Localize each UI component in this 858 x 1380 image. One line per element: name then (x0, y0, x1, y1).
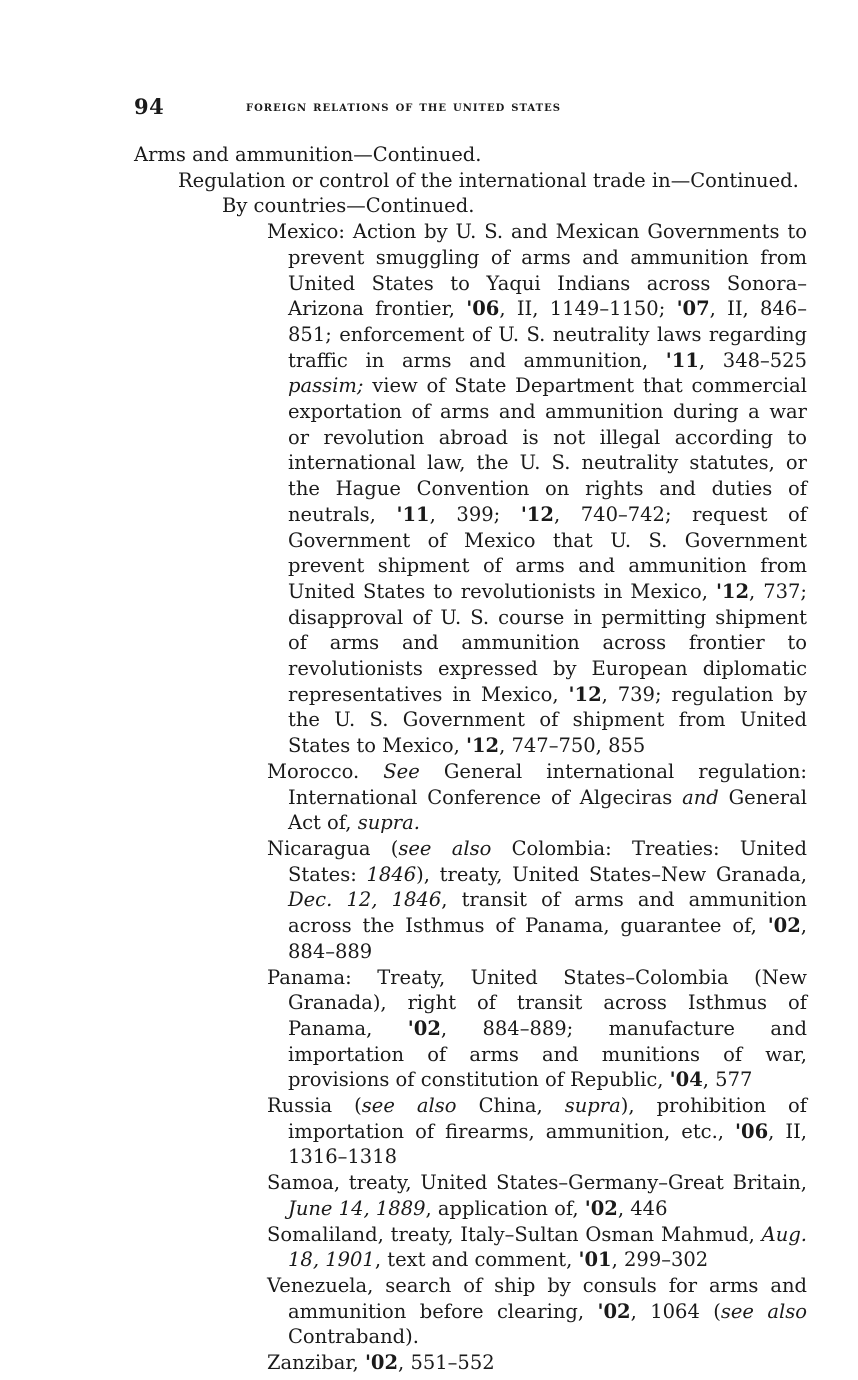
entry-text: '02 (767, 914, 801, 938)
entry-text (267, 837, 807, 963)
entry-text: '07 (676, 297, 710, 321)
entry-text: 1846 (366, 862, 417, 886)
entry-mexico (267, 219, 807, 759)
entry-text: , 739; regulation by the U. S. Government of shipment from United States to Mexico, (288, 682, 807, 758)
index-body (134, 142, 810, 1376)
entry-morocco (267, 759, 807, 836)
entry-text: supra (564, 1094, 621, 1118)
entry-text: , II, 1316–1318 (288, 1119, 807, 1169)
entry-text: Mexico: Action by U. S. and Mexican Governments to prevent smuggling of arms and ammunition from United States to Yaqui Indians across Sonora–Arizona frontier, (267, 220, 807, 321)
entry-panama (267, 965, 807, 1094)
entry-text: , 884–889 (288, 914, 807, 963)
entry-text: '12 (568, 682, 602, 706)
entry-text (267, 220, 807, 757)
entry-text: see also (398, 836, 492, 860)
entry-text: supra. (357, 811, 420, 835)
entry-text: '06 (735, 1119, 769, 1143)
entry-text: '02 (597, 1299, 631, 1323)
entry-text: , 1064 ( (630, 1299, 721, 1323)
entry-text: , application of, (425, 1196, 585, 1220)
entry-text: '12 (465, 734, 500, 758)
entry-text: , 740–742; request of Government of Mexico that U. S. Government prevent shipment of arms and ammunition from United States to revolutionists in Mexico, (288, 502, 807, 603)
entry-text (267, 1171, 807, 1220)
entry-text: Nicaragua ( (267, 836, 399, 860)
entry-text: , transit of arms and ammunition across the Isthmus of Panama, guarantee of, (288, 888, 807, 938)
entry-text: , II, 846–851; enforcement of U. S. neutrality laws regarding traffic in arms and ammunition, (288, 297, 807, 372)
entry-text: '12 (520, 502, 554, 526)
entry-samoa (267, 1170, 807, 1221)
entry-text: , 577 (702, 1068, 753, 1092)
running-head (134, 94, 814, 122)
entry-text: , 747–750, 855 (499, 734, 646, 758)
entry-text (267, 760, 807, 834)
entry-somaliland (267, 1222, 807, 1273)
entry-text: Contraband). (288, 1325, 419, 1349)
running-title: foreign relations of the united states (246, 98, 561, 115)
entry-text: '02 (584, 1196, 618, 1220)
entry-text: '11 (665, 348, 699, 372)
entry-nicaragua (267, 836, 807, 965)
entry-text (267, 1094, 807, 1168)
entry-text: view of State Department that commercial exportation of arms and ammunition during a war or revolution abroad is not illegal according to international law, the U. S. neutrality statutes, or the Hague Convention on rights and duties of neutrals, (288, 374, 807, 526)
entry-text (267, 1223, 807, 1272)
heading-level-2: Regulation or control of the international trade in—Continued. (178, 168, 799, 192)
entry-text: China, (456, 1094, 565, 1118)
entry-text: '06 (466, 297, 500, 321)
entry-text: see also (361, 1094, 457, 1118)
entry-zanzibar (267, 1350, 807, 1376)
entry-text: '02 (364, 1351, 399, 1375)
entry-russia (267, 1093, 807, 1170)
heading-level-1: Arms and ammunition—Continued. (134, 143, 482, 166)
entry-text: General international regulation: International Conference of Algeciras (288, 759, 808, 809)
entry-text: General Act of, (288, 785, 807, 835)
entry-text: , text and comment, (374, 1248, 579, 1272)
entry-text: Dec. 12, 1846 (288, 888, 442, 912)
entry-text: '11 (396, 502, 430, 526)
entry-text: Zanzibar, (267, 1351, 365, 1375)
entry-text: , 884–889; manufacture and importation of arms and munitions of war, provisions of constitution of Republic, (288, 1016, 807, 1092)
entry-text: Venezuela, search of ship by consuls for arms and ammunition before clearing, (267, 1273, 807, 1323)
entry-text: passim; (288, 374, 364, 398)
entry-text: , II, 1149–1150; (499, 297, 677, 321)
entry-text: ), treaty, United States–New Granada, (416, 862, 807, 886)
heading-level-3: By countries—Continued. (222, 194, 475, 218)
entry-text: '01 (578, 1248, 612, 1272)
entry-text: see also (720, 1299, 807, 1323)
entry-text: Somaliland, treaty, Italy–Sultan Osman Mahmud, (267, 1222, 762, 1246)
entry-text: , 348–525 (698, 348, 807, 372)
entry-text: June 14, 1889 (288, 1196, 426, 1220)
page-number: 94 (134, 94, 165, 119)
entry-text: Russia ( (267, 1094, 362, 1118)
entry-text (267, 966, 807, 1092)
entry-venezuela (267, 1273, 807, 1350)
entry-text: , 446 (617, 1196, 668, 1220)
entry-text: Colombia: Treaties: United States: (288, 836, 807, 886)
entry-text: Samoa, treaty, United States–Germany–Great Britain, (267, 1171, 807, 1195)
entry-text: , 737; disapproval of U. S. course in permitting shipment of arms and ammunition across frontier to revolutionists expressed by European diplomatic representatives in Mexico, (288, 579, 808, 706)
entry-text (267, 1274, 807, 1348)
entry-text: , 551–552 (398, 1351, 495, 1375)
entry-text: See (383, 759, 420, 783)
entry-text: Panama: Treaty, United States–Colombia (New Granada), right of transit across Isthmus of Panama, (267, 965, 807, 1040)
entry-text (267, 1351, 495, 1374)
entry-text: and (682, 785, 719, 809)
entry-text: ), prohibition of importation of firearms, ammunition, etc., (288, 1094, 807, 1143)
entry-text: , 299–302 (611, 1248, 709, 1272)
entry-text: '12 (715, 579, 750, 603)
entry-text: '04 (669, 1068, 703, 1092)
entry-text: '02 (407, 1016, 441, 1040)
entry-text: Aug. 18, 1901 (288, 1222, 807, 1272)
entry-text: Morocco. (267, 759, 384, 783)
entry-text: , 399; (429, 502, 521, 526)
